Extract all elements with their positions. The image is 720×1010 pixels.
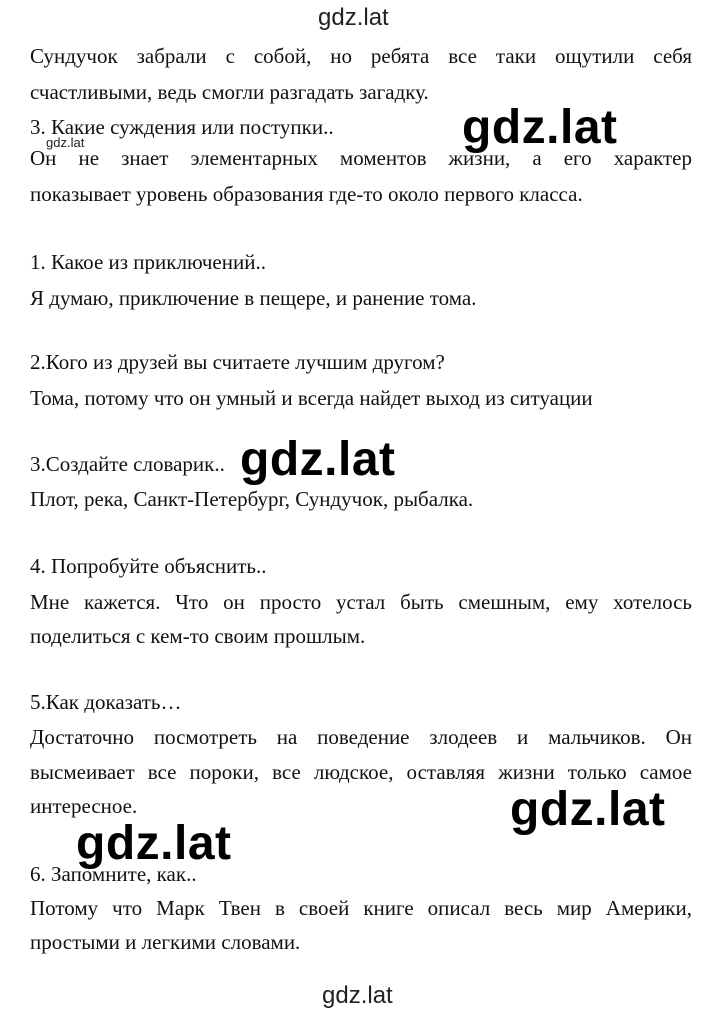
section-3-answer: Плот, река, Санкт-Петербург, Сундучок, рыбалка. [30,487,474,511]
section-4-title: 4. Попробуйте объяснить.. [30,554,267,578]
section-6-answer-line-1: Потому что Марк Твен в своей книге описал весь мир Америки, [30,896,692,920]
watermark-big-4: gdz.lat [76,817,232,870]
section-5-answer-line-3: интересное. [30,794,138,818]
watermark-top: gdz.lat [318,4,389,31]
section-5-answer-line-2: высмеивает все пороки, все людское, оставляя жизни только самое [30,760,692,784]
section-6-title: 6. Запомните, как.. [30,862,197,886]
question-3-title: 3. Какие суждения или поступки.. [30,115,334,139]
section-5-title: 5.Как доказать… [30,690,182,714]
section-2-title: 2.Кого из друзей вы считаете лучшим другом? [30,350,445,374]
question-3-answer-line-1: Он не знает элементарных моментов жизни, а его характер [30,146,692,170]
watermark-big-2: gdz.lat [240,433,396,486]
section-2-answer: Тома, потому что он умный и всегда найдет выход из ситуации [30,386,593,410]
watermark-big-1: gdz.lat [462,101,618,154]
section-1-title: 1. Какое из приключений.. [30,250,266,274]
section-6-answer-line-2: простыми и легкими словами. [30,930,301,954]
intro-line-2: счастливыми, ведь смогли разгадать загадку. [30,80,429,104]
intro-line-1: Сундучок забрали с собой, но ребята все таки ощутили себя [30,44,692,68]
section-4-answer-line-1: Мне кажется. Что он просто устал быть смешным, ему хотелось [30,590,692,614]
section-1-answer: Я думаю, приключение в пещере, и ранение тома. [30,286,477,310]
question-3-answer-line-2: показывает уровень образования где-то около первого класса. [30,182,583,206]
section-5-answer-line-1: Достаточно посмотреть на поведение злодеев и мальчиков. Он [30,725,692,749]
section-3-title: 3.Создайте словарик.. [30,452,225,476]
watermark-big-3: gdz.lat [510,783,666,836]
section-4-answer-line-2: поделиться с кем-то своим прошлым. [30,624,366,648]
watermark-bottom: gdz.lat [322,982,393,1009]
watermark-tiny: gdz.lat [46,135,85,150]
